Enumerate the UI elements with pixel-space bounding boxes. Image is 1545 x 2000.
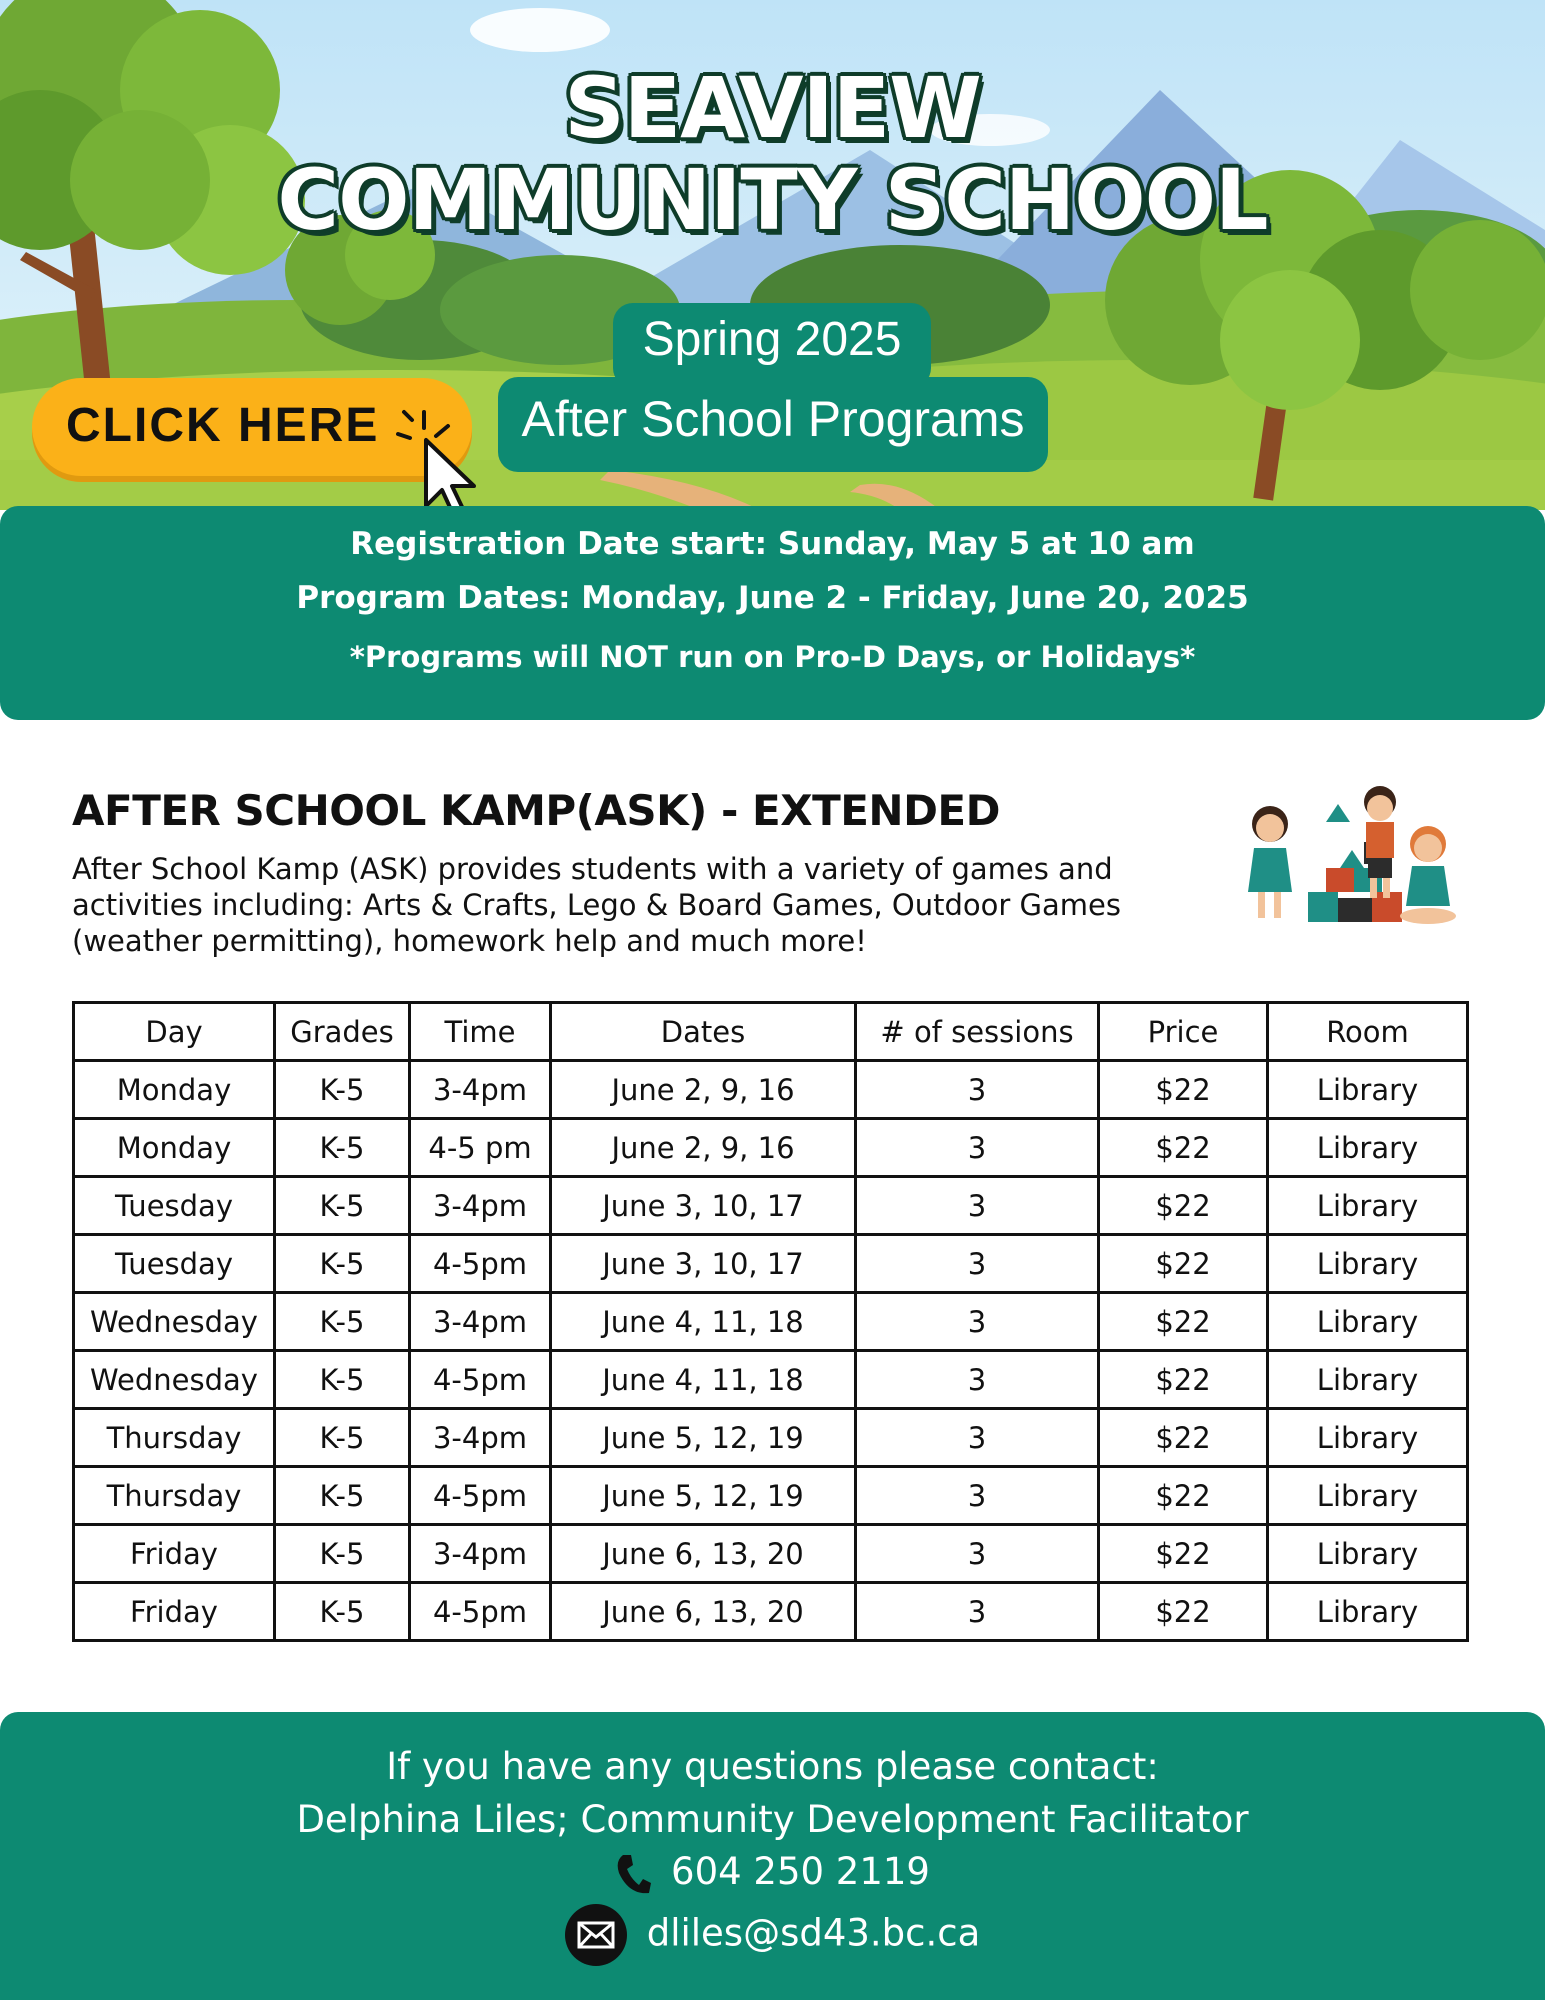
header-grades: Grades [275,1003,410,1061]
click-here-label[interactable]: CLICK HERE [66,399,380,452]
cell-sessions: 3 [856,1409,1099,1467]
cell-sessions: 3 [856,1583,1099,1641]
cell-sessions: 3 [856,1525,1099,1583]
cell-room: Library [1268,1525,1468,1583]
header-dates: Dates [551,1003,856,1061]
cell-dates: June 4, 11, 18 [551,1293,856,1351]
cell-room: Library [1268,1293,1468,1351]
program-dates: Program Dates: Monday, June 2 - Friday, June 20, 2025 [296,580,1249,616]
table-row [74,1177,1468,1235]
table-row [74,1293,1468,1351]
cell-grades: K-5 [275,1119,410,1177]
program-label: After School Programs [521,391,1025,447]
cell-time: 3-4pm [410,1409,551,1467]
cell-sessions: 3 [856,1351,1099,1409]
cell-room: Library [1268,1351,1468,1409]
cell-dates: June 3, 10, 17 [551,1235,856,1293]
cell-time: 3-4pm [410,1177,551,1235]
cell-room: Library [1268,1177,1468,1235]
email-address[interactable]: dliles@sd43.bc.ca [646,1911,981,1955]
cell-time: 3-4pm [410,1061,551,1119]
table-row [74,1583,1468,1641]
cell-time: 4-5pm [410,1467,551,1525]
cell-time: 3-4pm [410,1525,551,1583]
header-sessions: # of sessions [856,1003,1099,1061]
table-row [74,1235,1468,1293]
email-row [0,1904,1545,1966]
cell-day: Tuesday [74,1235,275,1293]
cell-room: Library [1268,1409,1468,1467]
header-room: Room [1268,1003,1468,1061]
cell-grades: K-5 [275,1177,410,1235]
email-icon [565,1904,627,1966]
cell-grades: K-5 [275,1525,410,1583]
cell-time: 4-5pm [410,1583,551,1641]
cell-price: $22 [1099,1351,1268,1409]
cell-grades: K-5 [275,1235,410,1293]
cell-sessions: 3 [856,1119,1099,1177]
section-title: AFTER SCHOOL KAMP(ASK) - EXTENDED [72,786,1000,835]
table-row [74,1351,1468,1409]
cell-dates: June 5, 12, 19 [551,1409,856,1467]
cell-dates: June 5, 12, 19 [551,1467,856,1525]
cell-price: $22 [1099,1525,1268,1583]
kids-playing-illustration [1230,782,1470,932]
cell-sessions: 3 [856,1235,1099,1293]
cell-time: 4-5pm [410,1351,551,1409]
table-row [74,1061,1468,1119]
phone-icon [615,1853,651,1895]
cell-day: Monday [74,1119,275,1177]
cell-room: Library [1268,1583,1468,1641]
cell-time: 4-5pm [410,1235,551,1293]
cell-dates: June 6, 13, 20 [551,1583,856,1641]
cell-sessions: 3 [856,1061,1099,1119]
contact-prompt: If you have any questions please contact: [386,1745,1159,1788]
cell-room: Library [1268,1467,1468,1525]
cell-price: $22 [1099,1119,1268,1177]
schedule-table [72,1001,1469,1642]
cell-day: Friday [74,1583,275,1641]
cell-sessions: 3 [856,1177,1099,1235]
phone-row [0,1850,1545,1895]
cell-sessions: 3 [856,1293,1099,1351]
cell-price: $22 [1099,1409,1268,1467]
cell-day: Wednesday [74,1293,275,1351]
cell-dates: June 4, 11, 18 [551,1351,856,1409]
cell-grades: K-5 [275,1583,410,1641]
cell-dates: June 3, 10, 17 [551,1177,856,1235]
table-row [74,1409,1468,1467]
holiday-note: *Programs will NOT run on Pro-D Days, or Holidays* [349,640,1196,674]
cell-price: $22 [1099,1293,1268,1351]
table-header-row [74,1003,1468,1061]
cell-grades: K-5 [275,1467,410,1525]
school-title-line1: SEAVIEW [564,59,981,157]
cell-room: Library [1268,1061,1468,1119]
cell-room: Library [1268,1119,1468,1177]
table-row [74,1119,1468,1177]
cell-day: Wednesday [74,1351,275,1409]
section-description: After School Kamp (ASK) provides students with a variety of games and activities including: Arts & Crafts, Lego & Board Games, Outdoor Games (weather permitting), homework help and much more! [72,852,1121,958]
contact-person: Delphina Liles; Community Development Facilitator [296,1798,1249,1841]
cell-price: $22 [1099,1235,1268,1293]
cell-day: Thursday [74,1467,275,1525]
cell-time: 3-4pm [410,1293,551,1351]
header-time: Time [410,1003,551,1061]
cell-dates: June 2, 9, 16 [551,1061,856,1119]
cell-dates: June 6, 13, 20 [551,1525,856,1583]
cell-price: $22 [1099,1467,1268,1525]
cell-day: Thursday [74,1409,275,1467]
cell-day: Tuesday [74,1177,275,1235]
cell-grades: K-5 [275,1351,410,1409]
header-price: Price [1099,1003,1268,1061]
cell-price: $22 [1099,1583,1268,1641]
cell-time: 4-5 pm [410,1119,551,1177]
registration-start: Registration Date start: Sunday, May 5 at 10 am [350,526,1195,562]
cell-grades: K-5 [275,1409,410,1467]
season-label: Spring 2025 [642,313,902,366]
phone-number[interactable]: 604 250 2119 [671,1850,930,1893]
cell-day: Friday [74,1525,275,1583]
cell-grades: K-5 [275,1293,410,1351]
table-row [74,1467,1468,1525]
cell-price: $22 [1099,1177,1268,1235]
cell-sessions: 3 [856,1467,1099,1525]
table-row [74,1525,1468,1583]
header-day: Day [74,1003,275,1061]
cell-price: $22 [1099,1061,1268,1119]
school-title-line2: COMMUNITY SCHOOL [277,151,1268,249]
cell-day: Monday [74,1061,275,1119]
cursor-icon [396,398,486,518]
cell-grades: K-5 [275,1061,410,1119]
cell-dates: June 2, 9, 16 [551,1119,856,1177]
cell-room: Library [1268,1235,1468,1293]
